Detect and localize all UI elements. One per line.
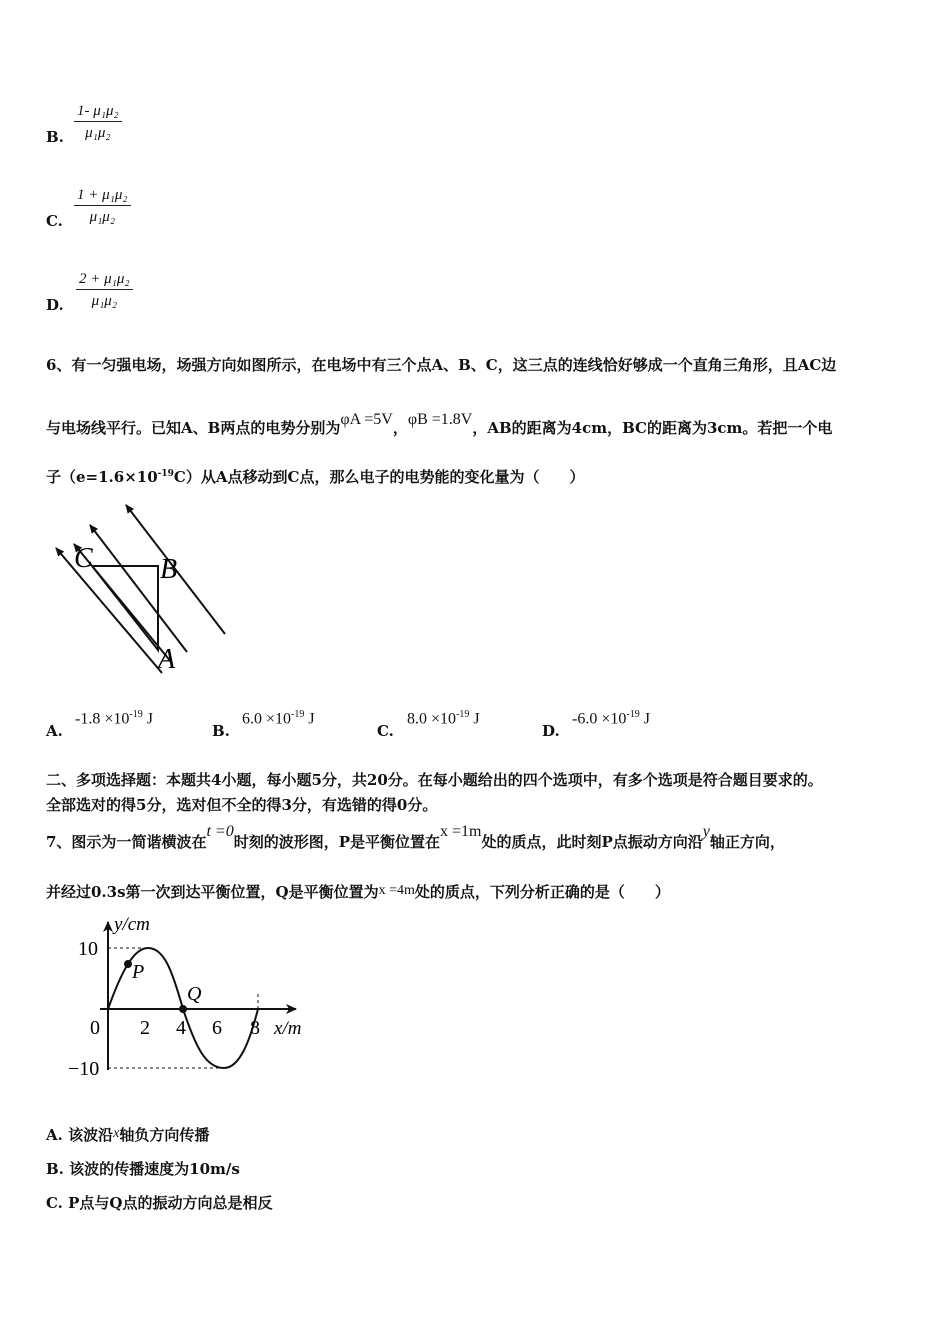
exponent: -19 xyxy=(626,709,640,720)
label-a: A xyxy=(158,644,176,675)
q6-text: C）从A点移动到C点，那么电子的电势能的变化量为（ ） xyxy=(173,468,585,486)
x-tick-label: 2 xyxy=(140,1017,150,1039)
comma: ， xyxy=(392,419,408,437)
fraction-denominator: μ₁μ₂ xyxy=(89,209,116,225)
q6-line-2 xyxy=(46,411,833,438)
option-value xyxy=(407,709,480,728)
point-q xyxy=(179,1005,187,1013)
option-text: 轴负方向传播 xyxy=(119,1126,210,1144)
t-zero: t =0 xyxy=(206,823,234,840)
fraction-numerator: 1 + μ₁μ₂ xyxy=(74,187,131,206)
exponent: -19 xyxy=(291,709,305,720)
option-letter: A. xyxy=(46,722,63,740)
option-letter: D. xyxy=(46,296,64,314)
field-line xyxy=(90,525,187,652)
label-c: C xyxy=(74,543,93,574)
value: -1.8 ×10 xyxy=(75,710,130,728)
q7-option-c xyxy=(46,1192,273,1213)
fraction xyxy=(74,187,131,226)
option-letter: C. xyxy=(46,212,63,230)
y-tick-label: −10 xyxy=(68,1058,100,1080)
electric-field-figure xyxy=(44,500,234,680)
q6-text: 与电场线平行。已知A、B两点的电势分别为 xyxy=(46,419,341,437)
x-tick-label: 8 xyxy=(250,1017,260,1039)
q6-line-1: 6、有一匀强电场，场强方向如图所示，在电场中有三个点A、B、C，这三点的连线恰好够成一个直角三角形，且AC边 xyxy=(46,356,837,374)
unit: J xyxy=(469,710,480,728)
label-q: Q xyxy=(187,983,202,1005)
point-p xyxy=(124,960,132,968)
option-letter: C. xyxy=(46,1194,63,1212)
x-4m: x =4m xyxy=(378,883,415,898)
q7-option-b xyxy=(46,1158,240,1179)
option-text: 该波的传播速度为10m/s xyxy=(69,1160,240,1178)
exponent: -19 xyxy=(456,709,470,720)
wave-graph xyxy=(64,910,324,1086)
x-tick-label: 4 xyxy=(176,1017,186,1039)
y-axis-var: y xyxy=(702,823,710,840)
q7-text: 轴正方向， xyxy=(709,833,785,851)
section-2-line-1: 二、多项选择题：本题共4小题，每小题5分，共20分。在每小题给出的四个选项中，有多个选项是符合题目要求的。 xyxy=(46,771,823,789)
label-b: B xyxy=(160,554,178,585)
value: 6.0 ×10 xyxy=(242,710,292,728)
x-1m: x =1m xyxy=(439,823,482,840)
y-tick-label: 10 xyxy=(78,938,98,960)
option-letter: D. xyxy=(542,722,560,740)
option-value xyxy=(572,709,650,728)
unit: J xyxy=(639,710,650,728)
q6-line-3 xyxy=(46,466,584,487)
value: -6.0 ×10 xyxy=(572,710,627,728)
x-tick-label: 6 xyxy=(212,1017,222,1039)
fraction xyxy=(76,271,133,310)
fraction xyxy=(74,103,122,142)
label-p: P xyxy=(132,961,145,983)
q7-text: 处的质点，下列分析正确的是（ ） xyxy=(414,883,670,901)
q6-text: 子（e=1.6×10 xyxy=(46,468,158,486)
option-letter: C. xyxy=(377,722,394,740)
option-value xyxy=(242,709,315,728)
option-text: 该波沿 xyxy=(68,1126,114,1144)
q7-text: 时刻的波形图，P是平衡位置在 xyxy=(233,833,440,851)
fraction-numerator: 2 + μ₁μ₂ xyxy=(76,271,133,290)
phi-a: φA =5V xyxy=(340,411,393,428)
q7-text: 7、图示为一简谐横波在 xyxy=(46,833,207,851)
fraction-denominator: μ₁μ₂ xyxy=(91,293,118,309)
x-tick-label: 0 xyxy=(90,1017,100,1039)
x-var: x xyxy=(113,1126,120,1141)
q7-line-2 xyxy=(46,881,670,902)
q7-line-1 xyxy=(46,823,785,852)
value: 8.0 ×10 xyxy=(407,710,457,728)
exponent: -19 xyxy=(129,709,143,720)
y-axis-label: y/cm xyxy=(114,914,150,935)
fraction-denominator: μ₁μ₂ xyxy=(85,125,111,141)
exponent: -19 xyxy=(157,469,174,479)
option-letter: A. xyxy=(46,1126,63,1144)
q7-option-a xyxy=(46,1124,209,1145)
option-letter: B. xyxy=(212,722,230,740)
x-axis-label: x/m xyxy=(274,1018,302,1039)
q6-text: ，AB的距离为4cm，BC的距离为3cm。若把一个电 xyxy=(472,419,833,437)
option-letter: B. xyxy=(46,128,64,146)
q7-text: 并经过0.3s第一次到达平衡位置，Q是平衡位置为 xyxy=(46,883,379,901)
unit: J xyxy=(304,710,315,728)
option-letter: B. xyxy=(46,1160,64,1178)
section-2-line-2: 全部选对的得5分，选对但不全的得3分，有选错的得0分。 xyxy=(46,796,438,814)
phi-b: φB =1.8V xyxy=(407,411,473,428)
q7-text: 处的质点，此时刻P点振动方向沿 xyxy=(481,833,703,851)
option-value xyxy=(75,709,153,728)
triangle-abc xyxy=(92,566,158,650)
fraction-numerator: 1- μ₁μ₂ xyxy=(74,103,122,122)
unit: J xyxy=(142,710,153,728)
option-text: P点与Q点的振动方向总是相反 xyxy=(68,1194,273,1212)
